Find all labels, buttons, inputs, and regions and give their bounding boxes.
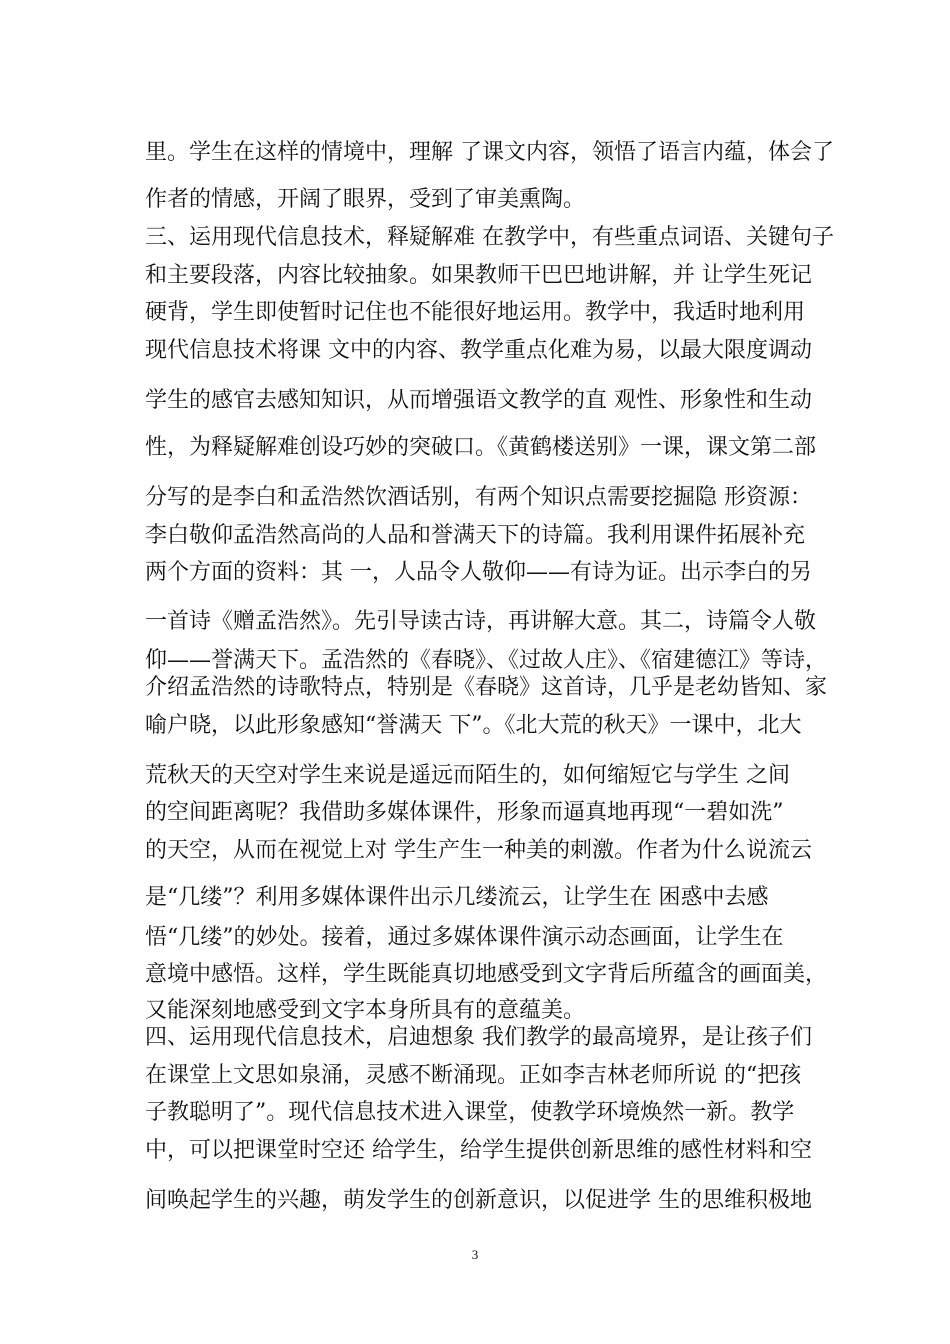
text-line: 在课堂上文思如泉涌，灵感不断涌现。正如李吉林老师所说 的“把孩 bbox=[145, 1063, 802, 1088]
text-line: 硬背，学生即使暂时记住也不能很好地运用。教学中，我适时地利用 bbox=[145, 300, 806, 325]
text-line: 现代信息技术将课 文中的内容、教学重点化难为易，以最大限度调动 bbox=[145, 338, 812, 363]
text-line: 意境中感悟。这样，学生既能真切地感受到文字背后所蕴含的画面美， bbox=[145, 962, 828, 987]
text-line: 的天空，从而在视觉上对 学生产生一种美的刺激。作者为什么说流云 bbox=[145, 838, 812, 863]
section-heading-line: 四、运用现代信息技术，启迪想象 我们教学的最高境界，是让孩子们 bbox=[145, 1025, 812, 1050]
text-line: 喻户晓，以此形象感知“誉满天 下”。《北大荒的秋天》一课中，北大 bbox=[145, 713, 802, 738]
text-line: 里。学生在这样的情境中，理解 了课文内容，领悟了语言内蕴，体会了 bbox=[145, 140, 834, 165]
page-number: 3 bbox=[471, 1247, 479, 1262]
text-line: 一首诗《赠孟浩然》。先引导读古诗，再讲解大意。其二，诗篇令人敬 bbox=[145, 609, 817, 634]
text-line: 性，为释疑解难创设巧妙的突破口。《黄鹤楼送别》一课，课文第二部 bbox=[145, 435, 817, 460]
text-line: 是“几缕”？利用多媒体课件出示几缕流云，让学生在 困惑中去感 bbox=[145, 885, 769, 910]
text-line: 荒秋天的天空对学生来说是遥远而陌生的，如何缩短它与学生 之间 bbox=[145, 763, 790, 788]
text-line: 分写的是李白和孟浩然饮酒话别，有两个知识点需要挖掘隐 形资源： bbox=[145, 485, 812, 510]
text-line: 两个方面的资料：其 一，人品令人敬仰——有诗为证。出示李白的另 bbox=[145, 560, 812, 585]
text-line: 三、运用现代信息技术，释疑解难 在教学中，有些重点词语、关键句子 bbox=[145, 225, 834, 250]
text-line: 李白敬仰孟浩然高尚的人品和誉满天下的诗篇。我利用课件拓展补充 bbox=[145, 523, 806, 548]
text-line: 的空间距离呢？我借助多媒体课件，形象而逼真地再现“一碧如洗” bbox=[145, 800, 784, 825]
text-line: 中，可以把课堂时空还 给学生，给学生提供创新思维的感性材料和空 bbox=[145, 1138, 812, 1163]
text-line: 仰——誉满天下。孟浩然的《春晓》、《过故人庄》、《宿建德江》等诗， bbox=[145, 648, 828, 673]
text-line: 和主要段落，内容比较抽象。如果教师干巴巴地讲解，并 让学生死记 bbox=[145, 263, 812, 288]
text-line: 间唤起学生的兴趣，萌发学生的创新意识，以促进学 生的思维积极地 bbox=[145, 1188, 812, 1213]
text-line: 介绍孟浩然的诗歌特点，特别是《春晓》这首诗，几乎是老幼皆知、家 bbox=[145, 675, 828, 700]
text-line: 又能深刻地感受到文字本身所具有的意蕴美。 bbox=[145, 998, 586, 1023]
text-line: 作者的情感，开阔了眼界，受到了审美熏陶。 bbox=[145, 187, 586, 212]
text-line: 悟“几缕”的妙处。接着，通过多媒体课件演示动态画面，让学生在 bbox=[145, 925, 784, 950]
text-line: 子教聪明了”。现代信息技术进入课堂，使教学环境焕然一新。教学 bbox=[145, 1100, 795, 1125]
text-line: 学生的感官去感知知识，从而增强语文教学的直 观性、形象性和生动 bbox=[145, 388, 812, 413]
